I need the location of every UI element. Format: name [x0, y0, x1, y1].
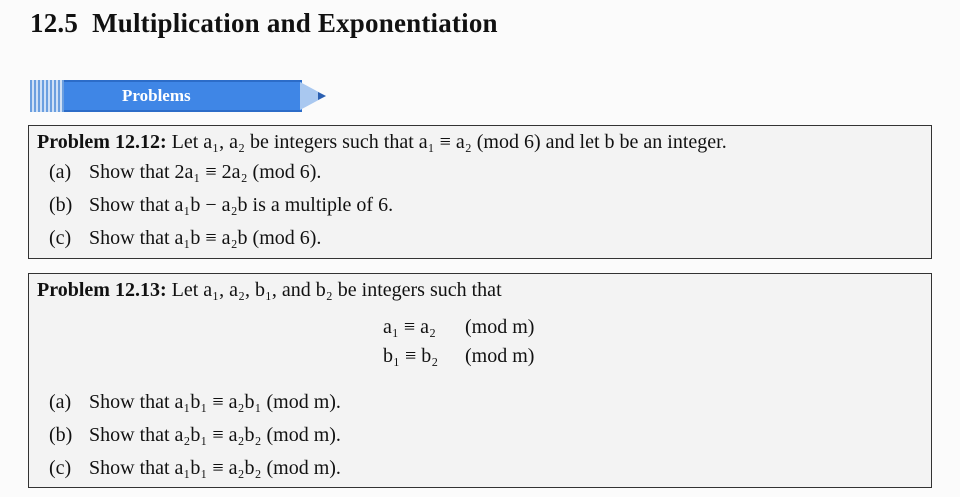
part-letter: (b)	[49, 194, 73, 216]
problem-12-13-statement: Let a₁, a₂, b₁, and b₂ be integers such that	[171, 279, 502, 301]
part-letter: (a)	[49, 161, 72, 183]
problem-12-13-box	[28, 273, 932, 488]
banner-label: Problems	[122, 86, 191, 105]
problem-12-12-label: Problem 12.12:	[37, 131, 167, 153]
congruence-mod: (mod m)	[465, 345, 535, 367]
problems-banner	[30, 80, 326, 112]
congruence-2	[383, 345, 534, 368]
congruence-lhs: b₁ ≡ b₂	[383, 345, 439, 367]
problem-12-13-label: Problem 12.13:	[37, 279, 167, 301]
problem-12-13-part-a	[49, 391, 341, 414]
part-letter: (c)	[49, 227, 72, 249]
congruence-1	[383, 316, 534, 339]
part-text: Show that a₂b₁ ≡ a₂b₂ (mod m).	[89, 424, 341, 446]
section-heading	[30, 8, 498, 39]
pencil-tip-icon	[300, 80, 328, 112]
problem-12-13-part-b	[49, 424, 341, 447]
part-text: Show that a₁b₁ ≡ a₂b₁ (mod m).	[89, 391, 341, 413]
problem-12-12-statement: Let a₁, a₂ be integers such that a₁ ≡ a₂ (mod 6) and let b be an integer.	[171, 131, 727, 153]
congruence-mod: (mod m)	[465, 316, 535, 338]
part-letter: (c)	[49, 457, 72, 479]
part-letter: (b)	[49, 424, 73, 446]
problem-12-12-part-a	[49, 161, 321, 184]
part-text: Show that a₁b ≡ a₂b (mod 6).	[89, 227, 322, 249]
section-title: Multiplication and Exponentiation	[92, 8, 498, 38]
section-number: 12.5	[30, 8, 79, 38]
problem-12-12-part-b	[49, 194, 393, 217]
banner-stripes	[30, 80, 64, 112]
problem-12-12-statement-line	[37, 131, 727, 154]
part-text: Show that 2a₁ ≡ 2a₂ (mod 6).	[89, 161, 322, 183]
part-letter: (a)	[49, 391, 72, 413]
part-text: Show that a₁b − a₂b is a multiple of 6.	[89, 194, 394, 216]
problem-12-13-statement-line	[37, 279, 502, 302]
problem-12-13-part-c	[49, 457, 341, 480]
part-text: Show that a₁b₁ ≡ a₂b₂ (mod m).	[89, 457, 341, 479]
problem-12-12-box	[28, 125, 932, 259]
problem-12-12-part-c	[49, 227, 321, 250]
congruence-lhs: a₁ ≡ a₂	[383, 316, 436, 338]
